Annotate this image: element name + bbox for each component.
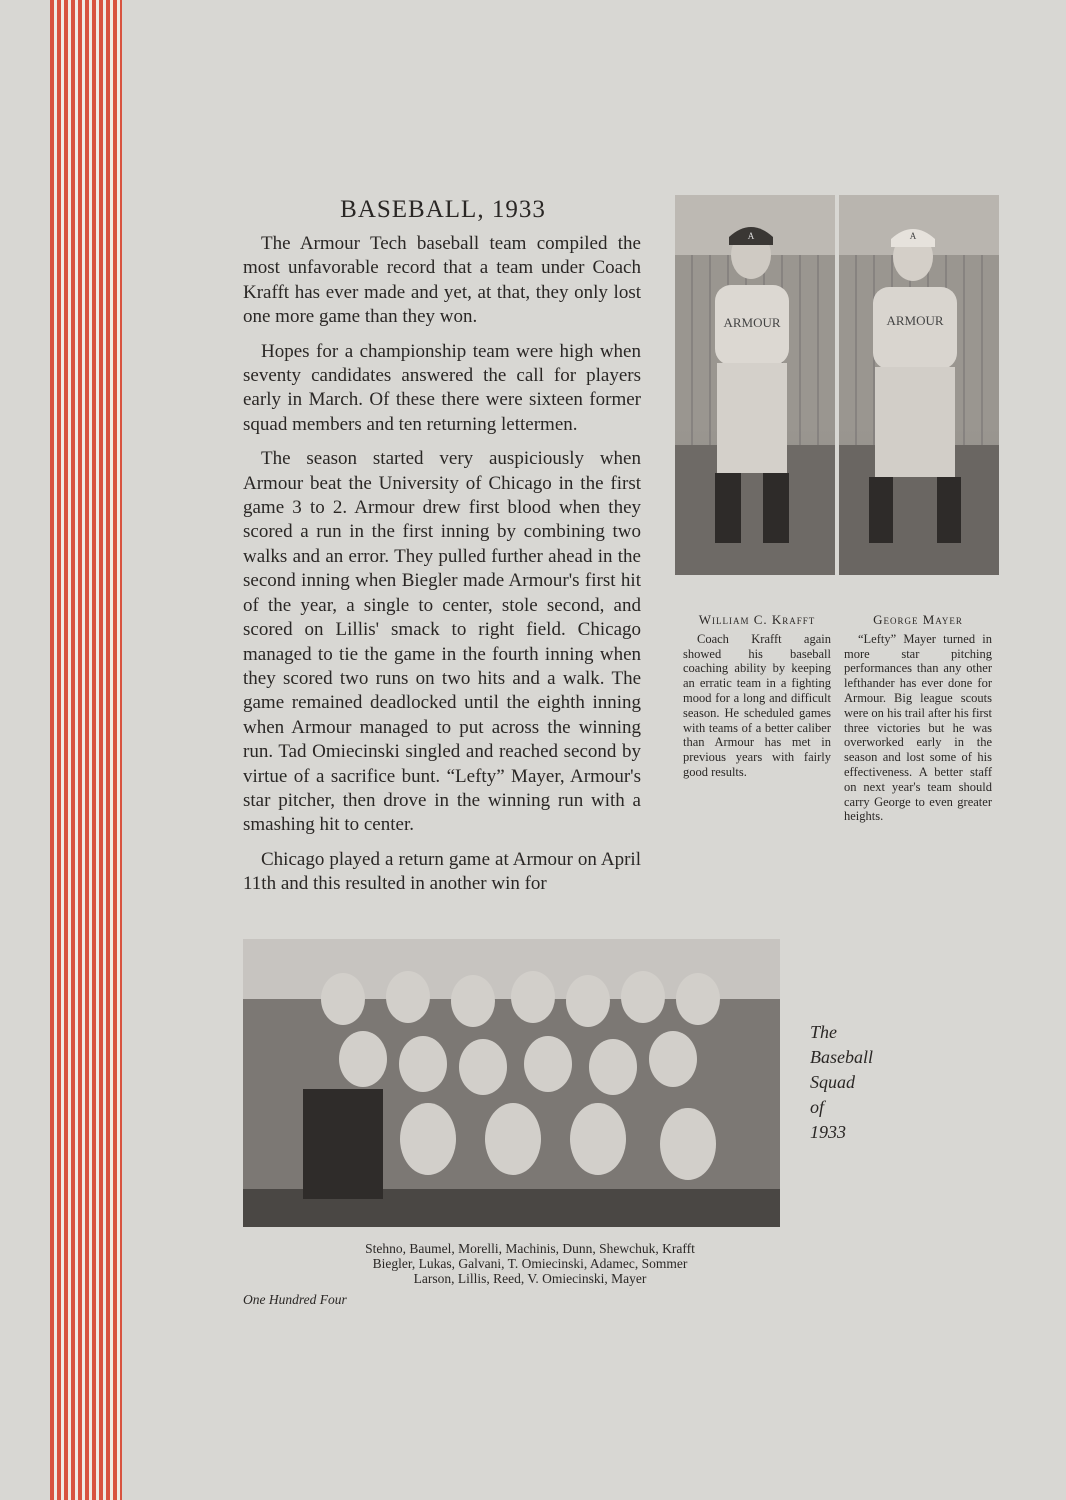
caption-line: Squad: [810, 1072, 855, 1092]
cap-letter: A: [747, 231, 755, 241]
article-paragraph: Hopes for a championship team were high when seventy candidates answered the call for players early in March. Of these there were sixteen former squad members and ten returning lettermen.: [243, 340, 641, 435]
article-paragraph: The season started very auspiciously when Armour beat the University of Chicago in the first game 3 to 2. Armour drew first blood when they scored a run in the first inning by combining two walks and an error. They pulled further ahead in the second inning when Biegler made Armour's first hit of the year, a single to center, stole second, and scored on Lillis' smack to right field. Chicago managed to tie the game in the fourth inning when they scored two runs on two hits and a walk. The game remained deadlocked until the eighth inning when Armour managed to put across the winning run. Tad Omiecinski singled and reached second by virtue of a sacrifice bunt. “Lefty” Mayer, Armour's star pitcher, then drove in the winning run with a smashing hit to center.: [243, 448, 641, 836]
article-paragraph: Chicago played a return game at Armour on April 11th and this resulted in another win for: [243, 848, 641, 895]
roster-row: Larson, Lillis, Reed, V. Omiecinski, Mayer: [413, 1271, 647, 1286]
page-title: BASEBALL, 1933: [340, 196, 546, 223]
caption-mayer: [844, 613, 992, 824]
caption-krafft: [683, 613, 831, 780]
team-photo-caption: [810, 1020, 873, 1145]
article-body: [243, 232, 641, 907]
roster-row: Biegler, Lukas, Galvani, T. Omiecinski, Adamec, Sommer: [372, 1256, 688, 1271]
decorative-stripe-border: [50, 0, 122, 1500]
caption-body: “Lefty” Mayer turned in more star pitching performances than any other lefthander has ever done for Armour. Big league scouts were on his trail after his first three victories but he was overworked early in the season and lost some of his effectiveness. A better staff on next year's team should carry George to even greater heights.: [844, 631, 992, 824]
cap-letter: A: [909, 231, 917, 241]
portrait-photo-mayer: [839, 195, 999, 575]
roster-row: Stehno, Baumel, Morelli, Machinis, Dunn, Shewchuk, Krafft: [365, 1241, 695, 1256]
caption-name: William C. Krafft: [698, 612, 816, 627]
article-paragraph: The Armour Tech baseball team compiled the most unfavorable record that a team under Coach Krafft has ever made and yet, at that, they only lost one more game than they won.: [243, 233, 641, 328]
caption-line: The: [810, 1022, 837, 1042]
portrait-photo-krafft: [675, 195, 835, 575]
caption-name: George Mayer: [873, 612, 963, 627]
team-squad-photo: [243, 939, 780, 1227]
jersey-lettering: ARMOUR: [723, 315, 781, 330]
caption-body: Coach Krafft again showed his baseball coaching ability by keeping an erratic team in a fighting mood for a long and difficult season. He scheduled games with teams of a better caliber than Armour has met in previous years with fairly good results.: [683, 631, 831, 779]
team-roster-names: [300, 1241, 760, 1286]
caption-line: of: [810, 1097, 825, 1117]
page-number: One Hundred Four: [243, 1292, 347, 1307]
jersey-lettering: ARMOUR: [886, 313, 944, 328]
caption-line: 1933: [810, 1122, 846, 1142]
caption-line: Baseball: [810, 1047, 873, 1067]
